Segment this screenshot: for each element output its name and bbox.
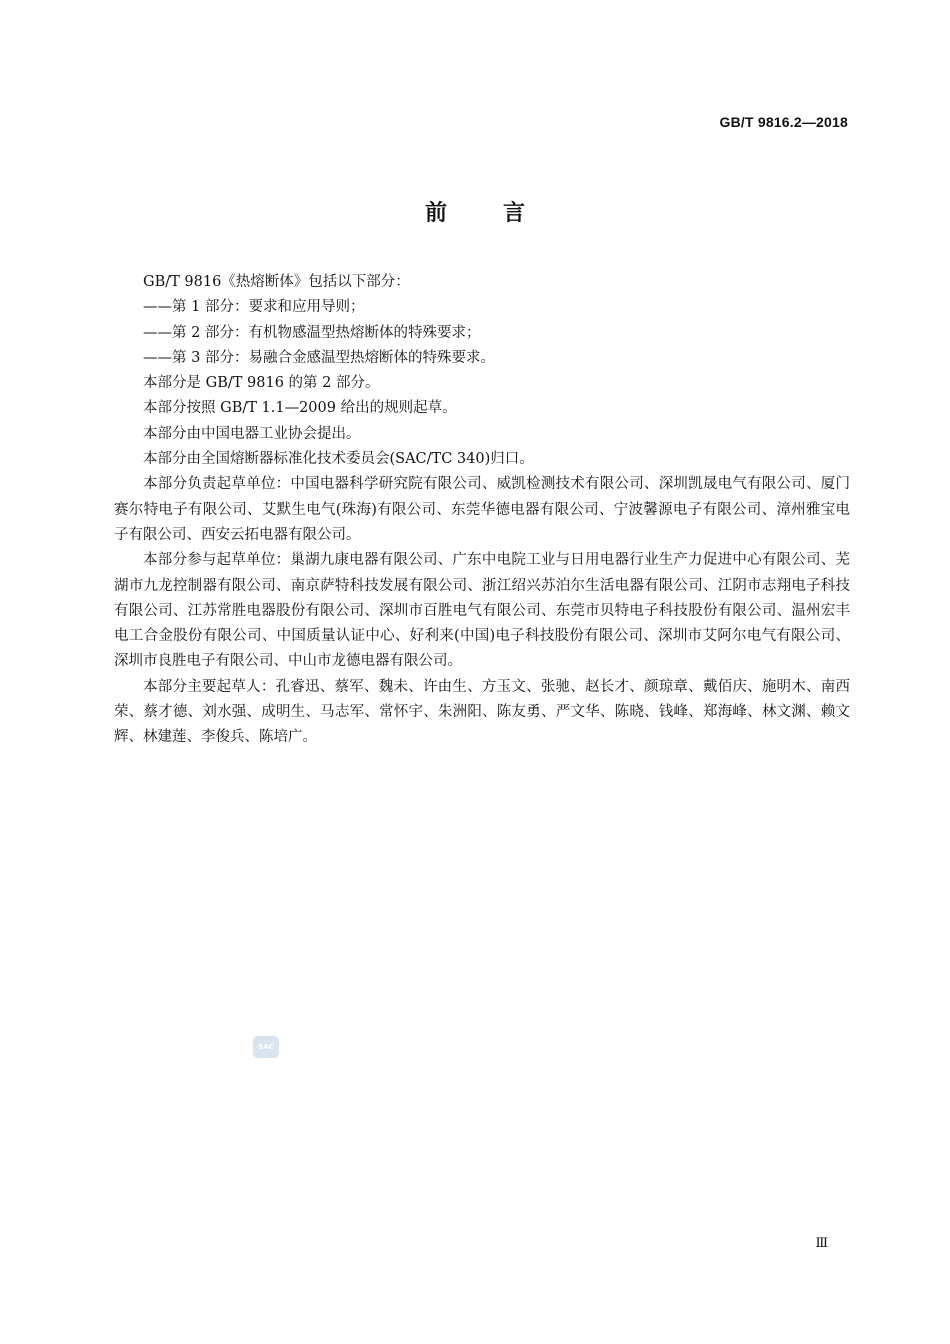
foreword-body	[114, 270, 850, 751]
paragraph-proposed-by: 本部分由中国电器工业协会提出。	[143, 425, 361, 442]
paragraph-main-drafters: 本部分主要起草人：孔睿迅、蔡军、魏未、许由生、方玉文、张驰、赵长才、颜琼章、戴佰庆、施明木、南西荣、蔡才德、刘水强、成明生、马志军、常怀宇、朱洲阳、陈友勇、严文华、陈晓、钱峰、郑海峰、林文渊、赖文辉、林建莲、李俊兵、陈培广。	[114, 678, 850, 746]
page-title: 前言	[424, 201, 581, 226]
paragraph-drafting-units: 本部分负责起草单位：中国电器科学研究院有限公司、威凯检测技术有限公司、深圳凯晟电气有限公司、厦门赛尔特电子有限公司、艾默生电气(珠海)有限公司、东莞华德电器有限公司、宁波馨源电子有限公司、漳州雅宝电子有限公司、西安云拓电器有限公司。	[114, 476, 850, 543]
paragraph-this-part: 本部分是 GB/T 9816 的第 2 部分。	[143, 375, 380, 392]
page-number: Ⅲ	[815, 1236, 828, 1251]
paragraph-drafting-rules: 本部分按照 GB/T 1.1—2009 给出的规则起草。	[143, 400, 457, 417]
sac-watermark-logo: SAC	[253, 1036, 279, 1058]
paragraph-part-3: ——第 3 部分：易融合金感温型热熔断体的特殊要求。	[143, 349, 495, 366]
standard-code: GB/T 9816.2—2018	[719, 114, 848, 130]
paragraph-parts-intro: GB/T 9816《热熔断体》包括以下部分：	[143, 274, 410, 290]
paragraph-part-2: ——第 2 部分：有机物感温型热熔断体的特殊要求；	[143, 324, 481, 341]
paragraph-under-jurisdiction: 本部分由全国熔断器标准化技术委员会(SAC/TC 340)归口。	[143, 451, 534, 468]
paragraph-participating-units: 本部分参与起草单位：巢湖九康电器有限公司、广东中电院工业与日用电器行业生产力促进中心有限公司、芜湖市九龙控制器有限公司、南京萨特科技发展有限公司、浙江绍兴苏泊尔生活电器有限公司、江阴市志翔电子科技有限公司、江苏常胜电器股份有限公司、深圳市百胜电气有限公司、东莞市贝特电子科技股份有限公司、温州宏丰电工合金股份有限公司、中国质量认证中心、好利来(中国)电子科技股份有限公司、深圳市艾阿尔电气有限公司、深圳市良胜电子有限公司、中山市龙德电器有限公司。	[114, 552, 850, 670]
paragraph-part-1: ——第 1 部分：要求和应用导则；	[143, 299, 365, 316]
